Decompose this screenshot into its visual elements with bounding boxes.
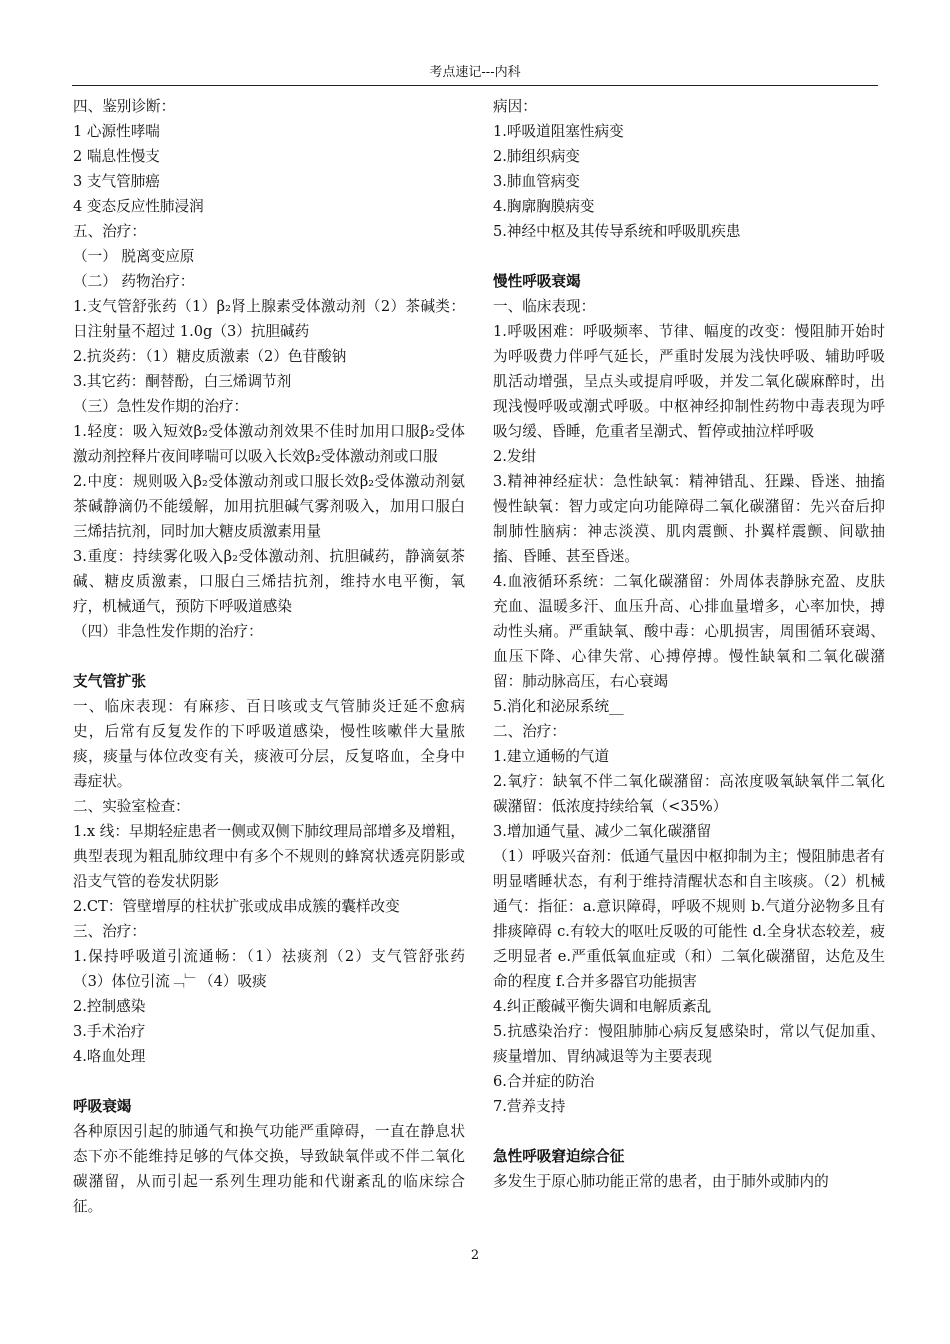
page-header (72, 64, 878, 86)
section-heading: 急性呼吸窘迫综合征 (493, 1148, 625, 1165)
text-paragraph: 2.抗炎药：（1）糖皮质激素（2）色苷酸钠 (73, 348, 347, 365)
blank-line (73, 644, 465, 669)
blank-line (493, 244, 885, 269)
text-paragraph: 2.肺组织病变 (493, 148, 580, 165)
text-paragraph: 3.精神神经症状：急性缺氧：精神错乱、狂躁、昏迷、抽搐慢性缺氧：智力或定向功能障碍二氧化碳潴留：先兴奋后抑制肺性脑病：神志淡漠、肌肉震颤、扑翼样震颤、间歇抽搐、昏睡、甚至昏迷。 (493, 473, 885, 565)
text-paragraph: 3.手术治疗 (73, 1023, 146, 1040)
text-paragraph: 2.中度：规则吸入β₂受体激动剂或口服长效β₂受体激动剂氨茶碱静滴仍不能缓解，加用抗胆碱气雾剂吸入，加用口服白三烯拮抗剂，同时加大糖皮质激素用量 (73, 473, 465, 540)
blank-line (73, 1069, 465, 1094)
section-heading: 慢性呼吸衰竭 (493, 273, 581, 290)
text-paragraph: 7.营养支持 (493, 1098, 566, 1115)
text-paragraph: 3.增加通气量、减少二氧化碳潴留 (493, 823, 712, 840)
text-paragraph: 5.神经中枢及其传导系统和呼吸肌疾患 (493, 223, 741, 240)
text-paragraph: 3 支气管肺癌 (73, 173, 160, 190)
text-paragraph: 6.合并症的防治 (493, 1073, 595, 1090)
text-paragraph: 2.CT：管壁增厚的柱状扩张或成串成簇的囊样改变 (73, 898, 400, 915)
blank-line (493, 1119, 885, 1144)
text-paragraph: 4 变态反应性肺浸润 (73, 198, 204, 215)
text-paragraph: 1.呼吸道阻塞性病变 (493, 123, 624, 140)
page-footer (0, 1248, 950, 1264)
text-paragraph: 1.轻度：吸入短效β₂受体激动剂效果不佳时加用口服β₂受体激动剂控释片夜间哮喘可以吸入长效β₂受体激动剂或口服 (73, 423, 465, 465)
left-column (73, 94, 465, 1219)
text-paragraph: 五、治疗： (73, 223, 146, 240)
text-paragraph: 3.重度：持续雾化吸入β₂受体激动剂、抗胆碱药，静滴氨茶碱、糖皮质激素，口服白三烯拮抗剂，维持水电平衡，氧疗，机械通气，预防下呼吸道感染 (73, 548, 465, 615)
section-heading: 呼吸衰竭 (73, 1098, 132, 1115)
text-paragraph: 一、临床表现：有麻疹、百日咳或支气管肺炎迁延不愈病史，后常有反复发作的下呼吸道感染，慢性咳嗽伴大量脓痰，痰量与体位改变有关，痰液可分层，反复咯血，全身中毒症状。 (73, 698, 465, 790)
text-paragraph: 多发生于原心肺功能正常的患者，由于肺外或肺内的 (493, 1173, 829, 1190)
text-paragraph: 5.抗感染治疗：慢阻肺肺心病反复感染时，常以气促加重、痰量增加、胃纳减退等为主要表现 (493, 1023, 885, 1065)
text-paragraph: 一、临床表现： (493, 298, 596, 315)
text-paragraph: 4.胸廓胸膜病变 (493, 198, 595, 215)
text-paragraph: 2 喘息性慢支 (73, 148, 160, 165)
section-heading: 支气管扩张 (73, 673, 146, 690)
text-paragraph: 1.建立通畅的气道 (493, 748, 610, 765)
text-paragraph: 4.纠正酸碱平衡失调和电解质紊乱 (493, 998, 712, 1015)
text-paragraph: 四、鉴别诊断： (73, 98, 176, 115)
text-paragraph: 1.x 线：早期轻症患者一侧或双侧下肺纹理局部增多及增粗，典型表现为粗乱肺纹理中有多个不规则的蜂窝状透亮阴影或沿支气管的卷发状阴影 (73, 823, 465, 890)
text-paragraph: 二、治疗： (493, 723, 566, 740)
text-paragraph: （一） 脱离变应原 (73, 248, 195, 265)
text-paragraph: 1 心源性哮喘 (73, 123, 160, 140)
right-column (493, 94, 885, 1194)
text-paragraph: 2.氧疗：缺氧不伴二氧化碳潴留：高浓度吸氧缺氧伴二氧化碳潴留：低浓度持续给氧（<35%） (493, 773, 885, 815)
text-paragraph: 1.呼吸困难：呼吸频率、节律、幅度的改变：慢阻肺开始时为呼吸费力伴呼气延长，严重时发展为浅快呼吸、辅助呼吸肌活动增强，呈点头或提肩呼吸，并发二氧化碳麻醉时，出现浅慢呼吸或潮式呼吸。中枢神经抑制性药物中毒表现为呼吸匀缓、昏睡，危重者呈潮式、暂停或抽泣样呼吸 (493, 323, 885, 440)
text-paragraph: （三）急性发作期的治疗： (73, 398, 249, 415)
text-paragraph: 3.其它药：酮替酚，白三烯调节剂 (73, 373, 292, 390)
text-paragraph: 4.咯血处理 (73, 1048, 146, 1065)
text-paragraph: 5.消化和泌尿系统__ (493, 698, 624, 715)
header-title: 考点速记---内科 (429, 65, 521, 80)
text-paragraph: 3.肺血管病变 (493, 173, 580, 190)
text-paragraph: 二、实验室检查： (73, 798, 190, 815)
text-paragraph: 1.保持呼吸道引流通畅：（1）祛痰剂（2）支气管舒张药（3）体位引流﹁﹂（4）吸痰 (73, 948, 465, 990)
text-paragraph: 1.支气管舒张药（1）β₂肾上腺素受体激动剂（2）茶碱类：日注射量不超过 1.0g（3）抗胆碱药 (73, 298, 465, 340)
text-paragraph: （二） 药物治疗： (73, 273, 195, 290)
text-paragraph: 病因： (493, 98, 537, 115)
text-paragraph: 2.发绀 (493, 448, 537, 465)
text-paragraph: （四）非急性发作期的治疗： (73, 623, 263, 640)
text-paragraph: 三、治疗： (73, 923, 146, 940)
page-number: 2 (470, 1248, 480, 1263)
text-paragraph: 各种原因引起的肺通气和换气功能严重障碍，一直在静息状态下亦不能维持足够的气体交换，导致缺氧伴或不伴二氧化碳潴留，从而引起一系列生理功能和代谢紊乱的临床综合征。 (73, 1123, 465, 1215)
text-paragraph: （1）呼吸兴奋剂：低通气量因中枢抑制为主；慢阻肺患者有明显嗜睡状态，有利于维持清醒状态和自主咳痰。（2）机械通气：指征：a.意识障碍，呼吸不规则 b.气道分泌物多且有排痰障碍 c.有较大的呕吐反吸的可能性 d.全身状态较差，疲乏明显者 e.严重低氧血症或（和）二氧化碳潴留，达危及生命的程度 f.合并多器官功能损害 (493, 848, 885, 990)
text-paragraph: 4.血液循环系统：二氧化碳潴留：外周体表静脉充盈、皮肤充血、温暖多汗、血压升高、心排血量增多，心率加快，搏动性头痛。严重缺氧、酸中毒：心肌损害，周围循环衰竭、血压下降、心律失常、心搏停搏。慢性缺氧和二氧化碳潴留：肺动脉高压，右心衰竭 (493, 573, 885, 690)
text-paragraph: 2.控制感染 (73, 998, 146, 1015)
